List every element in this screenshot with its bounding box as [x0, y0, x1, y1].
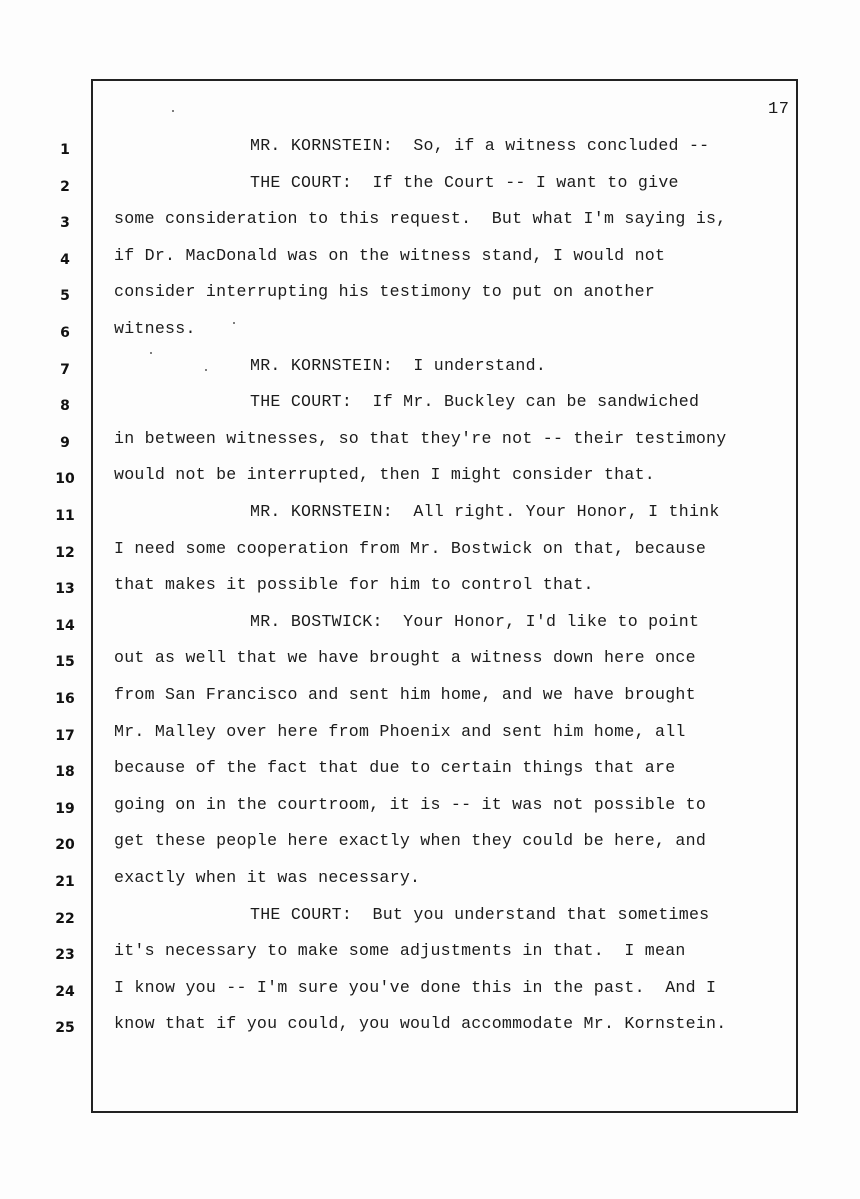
transcript-line: if Dr. MacDonald was on the witness stand, I would not	[114, 245, 666, 265]
line-number: 23	[55, 947, 75, 964]
line-number: 16	[55, 691, 75, 707]
line-number: 10	[55, 471, 75, 488]
line-number: 21	[55, 874, 75, 890]
line-number: 5	[60, 288, 70, 305]
transcript-line: in between witnesses, so that they're not -- their testimony	[114, 428, 727, 448]
scan-speck	[205, 369, 207, 371]
line-number: 15	[55, 654, 75, 671]
transcript-line: I need some cooperation from Mr. Bostwick on that, because	[114, 538, 707, 558]
transcript-line: know that if you could, you would accommodate Mr. Kornstein.	[114, 1014, 727, 1034]
transcript-line: Mr. Malley over here from Phoenix and sent him home, all	[114, 721, 686, 741]
line-number: 3	[60, 215, 70, 232]
page-number: 17	[768, 100, 790, 119]
transcript-line: because of the fact that due to certain things that are	[114, 758, 676, 778]
line-number: 11	[55, 508, 75, 524]
transcript-line: consider interrupting his testimony to put on another	[114, 282, 656, 302]
transcript-line: I know you -- I'm sure you've done this in the past. And I	[114, 977, 717, 997]
transcript-line: witness.	[114, 319, 196, 338]
transcript-line: MR. BOSTWICK: Your Honor, I'd like to point	[250, 611, 700, 631]
line-number: 13	[55, 581, 75, 598]
line-number: 2	[60, 178, 70, 195]
line-number: 20	[55, 837, 75, 854]
line-number: 1	[60, 142, 70, 158]
line-number: 22	[55, 910, 75, 927]
transcript-line: THE COURT: But you understand that sometimes	[250, 904, 710, 924]
line-number: 19	[55, 800, 75, 817]
transcript-line: MR. KORNSTEIN: I understand.	[250, 355, 547, 375]
scan-speck	[233, 322, 235, 324]
line-number: 9	[60, 434, 70, 451]
transcript-line: would not be interrupted, then I might consider that.	[114, 465, 656, 485]
scan-speck	[150, 352, 152, 354]
line-number: 7	[60, 361, 70, 378]
transcript-line: that makes it possible for him to control that.	[114, 575, 594, 595]
line-number: 14	[55, 617, 75, 634]
transcript-line: get these people here exactly when they could be here, and	[114, 831, 707, 851]
line-number: 17	[55, 727, 75, 744]
scan-speck	[172, 110, 174, 112]
transcript-line: exactly when it was necessary.	[114, 868, 421, 887]
transcript-line: out as well that we have brought a witness down here once	[114, 648, 696, 668]
line-number: 4	[60, 251, 70, 268]
transcript-line: THE COURT: If the Court -- I want to give	[250, 172, 679, 192]
transcript-line: going on in the courtroom, it is -- it was not possible to	[114, 794, 707, 814]
transcript-line: MR. KORNSTEIN: All right. Your Honor, I think	[250, 502, 720, 521]
line-number: 24	[55, 983, 75, 1000]
transcript-line: from San Francisco and sent him home, and we have brought	[114, 685, 696, 704]
transcript-line: some consideration to this request. But what I'm saying is,	[114, 209, 727, 229]
transcript-line: THE COURT: If Mr. Buckley can be sandwiched	[250, 392, 700, 412]
line-number: 18	[55, 764, 75, 781]
line-number: 8	[60, 398, 70, 415]
transcript-line: it's necessary to make some adjustments in that. I mean	[114, 941, 686, 961]
transcript-line: MR. KORNSTEIN: So, if a witness concluded --	[250, 136, 710, 155]
line-number: 12	[55, 544, 75, 561]
line-number: 6	[60, 325, 70, 341]
line-number: 25	[55, 1020, 75, 1037]
